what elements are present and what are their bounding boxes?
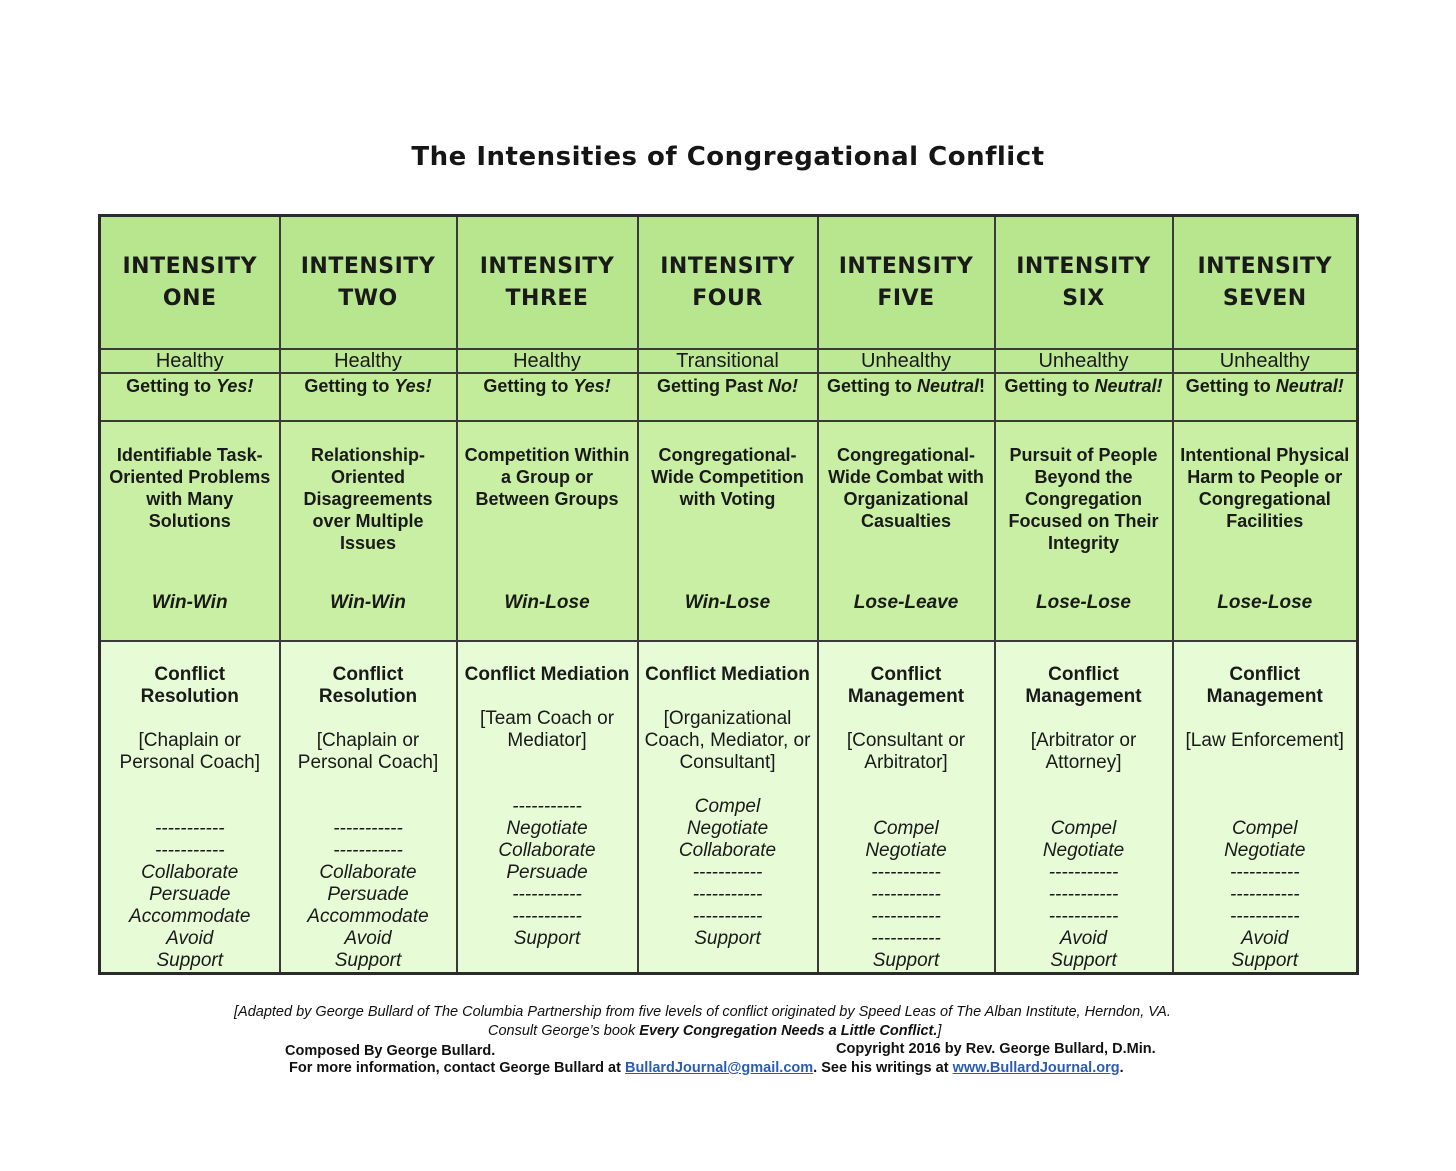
tactic-item: ----------- xyxy=(1229,884,1300,905)
tactics-list xyxy=(464,796,631,950)
goal-emphasis: Neutral! xyxy=(1094,376,1163,396)
health-status: Unhealthy xyxy=(860,350,952,372)
description-block xyxy=(464,444,631,616)
health-status: Healthy xyxy=(513,350,581,372)
health-status-cell xyxy=(638,349,818,373)
intensity-label-word: INTENSITY xyxy=(1197,253,1332,279)
conflict-outcome: Win-Win xyxy=(330,592,406,613)
goal-prefix: Getting to xyxy=(304,376,395,396)
goal-cell xyxy=(280,373,457,421)
goal-text xyxy=(825,376,988,397)
response-row xyxy=(100,641,1358,974)
conflict-outcome: Lose-Leave xyxy=(853,592,959,613)
book-reference: Consult George’s book Every Congregation Needs a Little Conflict.] xyxy=(488,1023,942,1039)
tactic-item: ----------- xyxy=(871,862,941,883)
conflict-approach: Conflict Management xyxy=(847,664,965,707)
response-cell xyxy=(1173,641,1358,974)
goal-row xyxy=(100,373,1358,421)
tactic-item: Avoid xyxy=(1241,928,1289,949)
tactic-item: Collaborate xyxy=(319,862,417,883)
tactic-item: Compel xyxy=(694,796,761,817)
goal-cell xyxy=(100,373,280,421)
goal-emphasis: Neutral! xyxy=(1275,376,1344,396)
tactic-item: ----------- xyxy=(154,840,225,861)
goal-text xyxy=(107,376,273,397)
intensity-header-row xyxy=(100,216,1358,350)
goal-emphasis: Neutral xyxy=(916,376,979,396)
conflict-description: Congregational-Wide Combat with Organizational Casualties xyxy=(828,445,984,531)
tactic-item: ----------- xyxy=(1048,884,1119,905)
tactic-item: ----------- xyxy=(333,818,403,839)
tactic-item: ----------- xyxy=(692,862,763,883)
goal-emphasis: Yes! xyxy=(573,376,611,396)
description-row xyxy=(100,421,1358,641)
conflict-outcome: Win-Win xyxy=(151,592,228,613)
description-cell xyxy=(1173,421,1358,641)
health-status: Unhealthy xyxy=(1219,350,1310,372)
conflict-approach: Conflict Management xyxy=(1206,664,1323,707)
intensity-header-cell xyxy=(818,216,995,350)
description-cell xyxy=(818,421,995,641)
goal-cell xyxy=(638,373,818,421)
goal-emphasis: Yes! xyxy=(216,376,254,396)
health-status: Transitional xyxy=(676,350,779,372)
tactic-item: ----------- xyxy=(333,840,403,861)
goal-prefix: Getting to xyxy=(827,376,917,396)
intensity-header-cell xyxy=(995,216,1173,350)
description-block xyxy=(287,444,450,616)
recommended-helper: [Arbitrator or Attorney] xyxy=(1030,730,1137,773)
intensity-label xyxy=(1180,251,1351,315)
intensity-header-cell xyxy=(457,216,638,350)
intensity-label xyxy=(107,251,273,315)
description-cell xyxy=(457,421,638,641)
tactic-item: Support xyxy=(156,950,224,971)
tactic-item: Support xyxy=(694,928,761,949)
recommended-helper: [Organizational Coach, Mediator, or Consultant] xyxy=(644,708,811,773)
contact-line: For more information, contact George Bullard at BullardJournal@gmail.com. See his writings at www.BullardJournal.org. xyxy=(289,1060,1124,1076)
tactic-item: ----------- xyxy=(1048,862,1119,883)
tactic-item: Avoid xyxy=(166,928,214,949)
tactic-item: ----------- xyxy=(692,906,763,927)
tactic-item: Negotiate xyxy=(1042,840,1125,861)
tactic-item: ----------- xyxy=(871,906,941,927)
tactic-item: Support xyxy=(872,950,940,971)
tactic-item: ----------- xyxy=(1048,906,1119,927)
goal-prefix: Getting Past xyxy=(656,376,768,396)
goal-emphasis: No! xyxy=(768,376,798,396)
response-cell xyxy=(280,641,457,974)
tactic-item: ----------- xyxy=(692,884,763,905)
recommended-helper: [Law Enforcement] xyxy=(1185,730,1344,751)
intensity-label-word: INTENSITY xyxy=(1016,253,1151,279)
tactic-item: Persuade xyxy=(327,884,409,905)
health-status: Unhealthy xyxy=(1038,350,1129,372)
tactic-item: ----------- xyxy=(512,906,582,927)
tactics-list xyxy=(825,818,988,972)
tactic-item: ----------- xyxy=(512,884,582,905)
recommended-helper: [Chaplain or Personal Coach] xyxy=(119,730,260,773)
intensity-header-cell xyxy=(1173,216,1358,350)
health-status: Healthy xyxy=(334,350,402,372)
composed-by: Composed By George Bullard. xyxy=(285,1043,496,1059)
description-block xyxy=(1180,444,1351,616)
response-cell xyxy=(638,641,818,974)
conflict-description: Intentional Physical Harm to People or Congregational Facilities xyxy=(1180,445,1350,531)
intensity-label xyxy=(825,251,988,315)
intensity-label-word: INTENSITY xyxy=(479,253,615,279)
tactic-item: Negotiate xyxy=(865,840,947,861)
tactics-list xyxy=(1002,818,1166,972)
goal-prefix: Getting to xyxy=(483,376,574,396)
intensity-label-word: ONE xyxy=(162,285,217,311)
goal-emphasis: Yes! xyxy=(394,376,432,396)
tactic-item: Collaborate xyxy=(678,840,777,861)
description-cell xyxy=(100,421,280,641)
description-block xyxy=(825,444,988,616)
tactic-item: Collaborate xyxy=(141,862,239,883)
description-block xyxy=(107,444,273,616)
intensity-label-word: INTENSITY xyxy=(660,253,795,279)
conflict-outcome: Lose-Lose xyxy=(1035,592,1132,613)
intensity-label xyxy=(1002,251,1166,315)
conflict-outcome: Lose-Lose xyxy=(1217,592,1313,613)
health-status-row xyxy=(100,349,1358,373)
goal-suffix: ! xyxy=(979,376,985,396)
attribution-line: [Adapted by George Bullard of The Columbia Partnership from five levels of conflict originated by Speed Leas of The Alban Institute, Herndon, VA. xyxy=(234,1004,1171,1020)
conflict-description: Identifiable Task-Oriented Problems with Many Solutions xyxy=(109,445,271,531)
intensity-label-word: INTENSITY xyxy=(838,253,974,279)
intensity-header-cell xyxy=(100,216,280,350)
health-status-cell xyxy=(457,349,638,373)
tactic-item: ----------- xyxy=(154,818,225,839)
intensity-label-word: INTENSITY xyxy=(300,253,436,279)
tactic-item: Support xyxy=(513,928,581,949)
goal-cell xyxy=(457,373,638,421)
description-cell xyxy=(638,421,818,641)
recommended-helper: [Chaplain or Personal Coach] xyxy=(297,730,439,773)
tactic-item: Avoid xyxy=(1059,928,1108,949)
recommended-helper: [Consultant or Arbitrator] xyxy=(846,730,966,773)
tactic-item: Persuade xyxy=(506,862,588,883)
tactic-item: ----------- xyxy=(1229,906,1300,927)
response-cell xyxy=(995,641,1173,974)
tactic-item: ----------- xyxy=(871,884,941,905)
health-status-cell xyxy=(995,349,1173,373)
tactic-item: Compel xyxy=(1232,818,1298,839)
intensity-label xyxy=(464,251,631,315)
health-status: Healthy xyxy=(155,350,224,372)
conflict-outcome: Win-Lose xyxy=(504,592,590,613)
response-cell xyxy=(818,641,995,974)
tactic-item: Negotiate xyxy=(1224,840,1306,861)
intensity-label xyxy=(645,251,811,315)
goal-text xyxy=(464,376,631,397)
goal-text xyxy=(1180,376,1351,397)
conflict-approach: Conflict Mediation xyxy=(645,664,810,685)
conflict-description: Pursuit of People Beyond the Congregation Focused on Their Integrity xyxy=(1008,445,1159,553)
goal-text xyxy=(287,376,450,397)
health-status-cell xyxy=(818,349,995,373)
website-link[interactable]: www.BullardJournal.org xyxy=(952,1060,1120,1076)
page-title: The Intensities of Congregational Conflict xyxy=(411,142,1045,172)
tactic-item: Support xyxy=(1231,950,1299,971)
tactic-item: ----------- xyxy=(1229,862,1300,883)
description-cell xyxy=(995,421,1173,641)
goal-cell xyxy=(995,373,1173,421)
goal-cell xyxy=(1173,373,1358,421)
conflict-description: Relationship-Oriented Disagreements over Multiple Issues xyxy=(303,445,433,553)
conflict-approach: Conflict Resolution xyxy=(140,664,239,707)
conflict-description: Competition Within a Group or Between Groups xyxy=(464,445,630,509)
health-status-cell xyxy=(100,349,280,373)
conflict-intensity-table xyxy=(98,214,1359,975)
conflict-approach: Conflict Mediation xyxy=(464,664,630,685)
copyright: Copyright 2016 by Rev. George Bullard, D.Min. xyxy=(836,1041,1156,1057)
tactic-item: ----------- xyxy=(871,928,941,949)
intensity-header-cell xyxy=(638,216,818,350)
intensity-label-word: FOUR xyxy=(692,285,763,311)
goal-prefix: Getting to xyxy=(126,376,217,396)
description-block xyxy=(645,444,811,616)
conflict-approach: Conflict Management xyxy=(1025,664,1142,707)
conflict-outcome: Win-Lose xyxy=(684,592,771,613)
goal-prefix: Getting to xyxy=(1185,376,1276,396)
tactic-item: Compel xyxy=(1050,818,1117,839)
conflict-approach: Conflict Resolution xyxy=(318,664,418,707)
description-cell xyxy=(280,421,457,641)
tactic-item: Negotiate xyxy=(506,818,588,839)
tactic-item: Accommodate xyxy=(307,906,429,927)
tactic-item: Support xyxy=(334,950,402,971)
intensity-header-cell xyxy=(280,216,457,350)
book-title: Every Congregation Needs a Little Conflict. xyxy=(639,1023,938,1039)
tactics-list xyxy=(645,796,811,950)
intensity-label-word: SEVEN xyxy=(1222,285,1307,311)
intensity-label-word: TWO xyxy=(338,285,398,311)
tactic-item: ----------- xyxy=(512,796,582,817)
tactic-item: Accommodate xyxy=(129,906,251,927)
goal-text xyxy=(645,376,811,397)
intensity-label-word: SIX xyxy=(1062,285,1105,311)
intensity-label xyxy=(287,251,450,315)
goal-prefix: Getting to xyxy=(1004,376,1095,396)
goal-cell xyxy=(818,373,995,421)
health-status-cell xyxy=(1173,349,1358,373)
response-cell xyxy=(457,641,638,974)
conflict-description: Congregational-Wide Competition with Voting xyxy=(651,445,804,509)
tactics-list xyxy=(287,818,450,972)
intensity-label-word: INTENSITY xyxy=(122,253,257,279)
tactic-item: Persuade xyxy=(149,884,231,905)
recommended-helper: [Team Coach or Mediator] xyxy=(479,708,615,751)
health-status-cell xyxy=(280,349,457,373)
tactic-item: Support xyxy=(1050,950,1117,971)
email-link[interactable]: BullardJournal@gmail.com xyxy=(624,1060,814,1076)
tactic-item: Collaborate xyxy=(498,840,596,861)
tactics-list xyxy=(1180,818,1351,972)
tactic-item: Compel xyxy=(873,818,939,839)
tactic-item: Avoid xyxy=(344,928,392,949)
goal-text xyxy=(1002,376,1166,397)
intensity-label-word: FIVE xyxy=(877,285,935,311)
response-cell xyxy=(100,641,280,974)
description-block xyxy=(1002,444,1166,616)
tactic-item: Negotiate xyxy=(686,818,769,839)
intensity-label-word: THREE xyxy=(505,285,589,311)
tactics-list xyxy=(107,818,273,972)
